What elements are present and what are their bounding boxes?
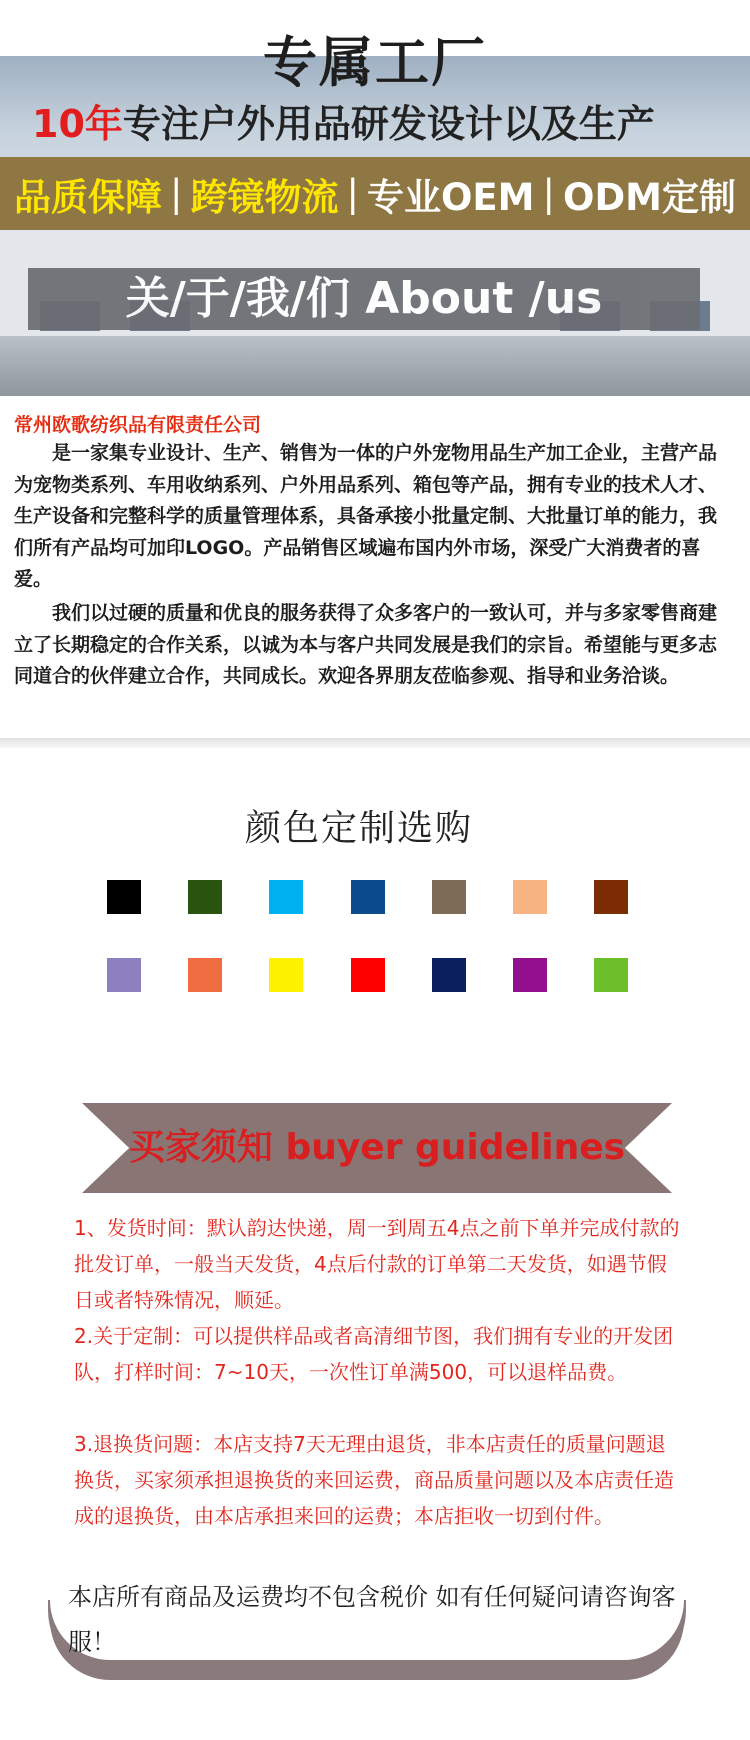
company-name: 常州欧歌纺织品有限责任公司 [14, 414, 262, 436]
hero-title: 专属工厂 [263, 31, 487, 94]
band-item: 专业OEM [366, 175, 535, 219]
band-separator: | [346, 172, 359, 215]
company-intro-paragraph: 我们以过硬的质量和优良的服务获得了众多客户的一致认可，并与多家零售商建立了长期稳定的合作关系，以诚为本与客户共同发展是我们的宗旨。希望能与更多志同道合的伙伴建立合作，共同成长。欢迎各界朋友莅临参观、指导和业务洽谈。 [14, 602, 718, 687]
hero-subtitle-highlight: 10年 [32, 102, 123, 146]
color-swatch[interactable] [351, 880, 385, 914]
color-swatch[interactable] [269, 880, 303, 914]
guidelines-footer-note: 本店所有商品及运费均不包含税价 如有任何疑问请咨询客服！ [68, 1583, 676, 1656]
band-item: ODM定制 [562, 175, 736, 219]
section-divider [0, 738, 750, 748]
color-swatch[interactable] [188, 880, 222, 914]
hero-subtitle-text: 专注户外用品研发设计以及生产 [122, 102, 655, 146]
guideline-customization: 2.关于定制：可以提供样品或者高清细节图，我们拥有专业的开发团队，打样时间：7~10天，一次性订单满500，可以退样品费。 [74, 1324, 674, 1384]
color-section-title: 颜色定制选购 [244, 808, 473, 849]
color-swatch[interactable] [351, 958, 385, 992]
guideline-returns: 3.退换货问题：本店支持7天无理由退货，非本店责任的质量问题退换货，买家须承担退换货的来回运费，商品质量问题以及本店责任造成的退换货，由本店承担来回的运费；本店拒收一切到付件。 [74, 1432, 674, 1528]
band-item: 品质保障 [14, 175, 163, 219]
color-swatch[interactable] [432, 880, 466, 914]
color-swatch[interactable] [513, 880, 547, 914]
color-swatch[interactable] [269, 958, 303, 992]
feature-band [0, 157, 750, 230]
color-swatch[interactable] [107, 958, 141, 992]
band-separator: | [542, 172, 555, 215]
color-swatch[interactable] [513, 958, 547, 992]
company-intro-paragraph: 是一家集专业设计、生产、销售为一体的户外宠物用品生产加工企业，主营产品为宠物类系列、车用收纳系列、户外用品系列、箱包等产品，拥有专业的技术人才、生产设备和完整科学的质量管理体系，具备承接小批量定制、大批量订单的能力，我们所有产品均可加印LOGO。产品销售区域遍布国内外市场，深受广大消费者的喜爱。 [14, 442, 718, 590]
color-swatch[interactable] [594, 958, 628, 992]
guidelines-title: 买家须知 buyer guidelines [128, 1127, 626, 1168]
hero-subtitle [32, 93, 732, 148]
factory-ground [0, 336, 750, 396]
about-us-heading: 关/于/我/们 About /us [28, 268, 700, 330]
color-swatch[interactable] [188, 958, 222, 992]
color-swatch[interactable] [107, 880, 141, 914]
band-separator: | [170, 172, 183, 215]
color-swatch[interactable] [432, 958, 466, 992]
band-item: 跨镜物流 [190, 175, 339, 219]
color-swatch[interactable] [594, 880, 628, 914]
guideline-shipping: 1、发货时间：默认韵达快递，周一到周五4点之前下单并完成付款的批发订单，一般当天发货，4点后付款的订单第二天发货，如遇节假日或者特殊情况，顺延。 [74, 1216, 680, 1312]
